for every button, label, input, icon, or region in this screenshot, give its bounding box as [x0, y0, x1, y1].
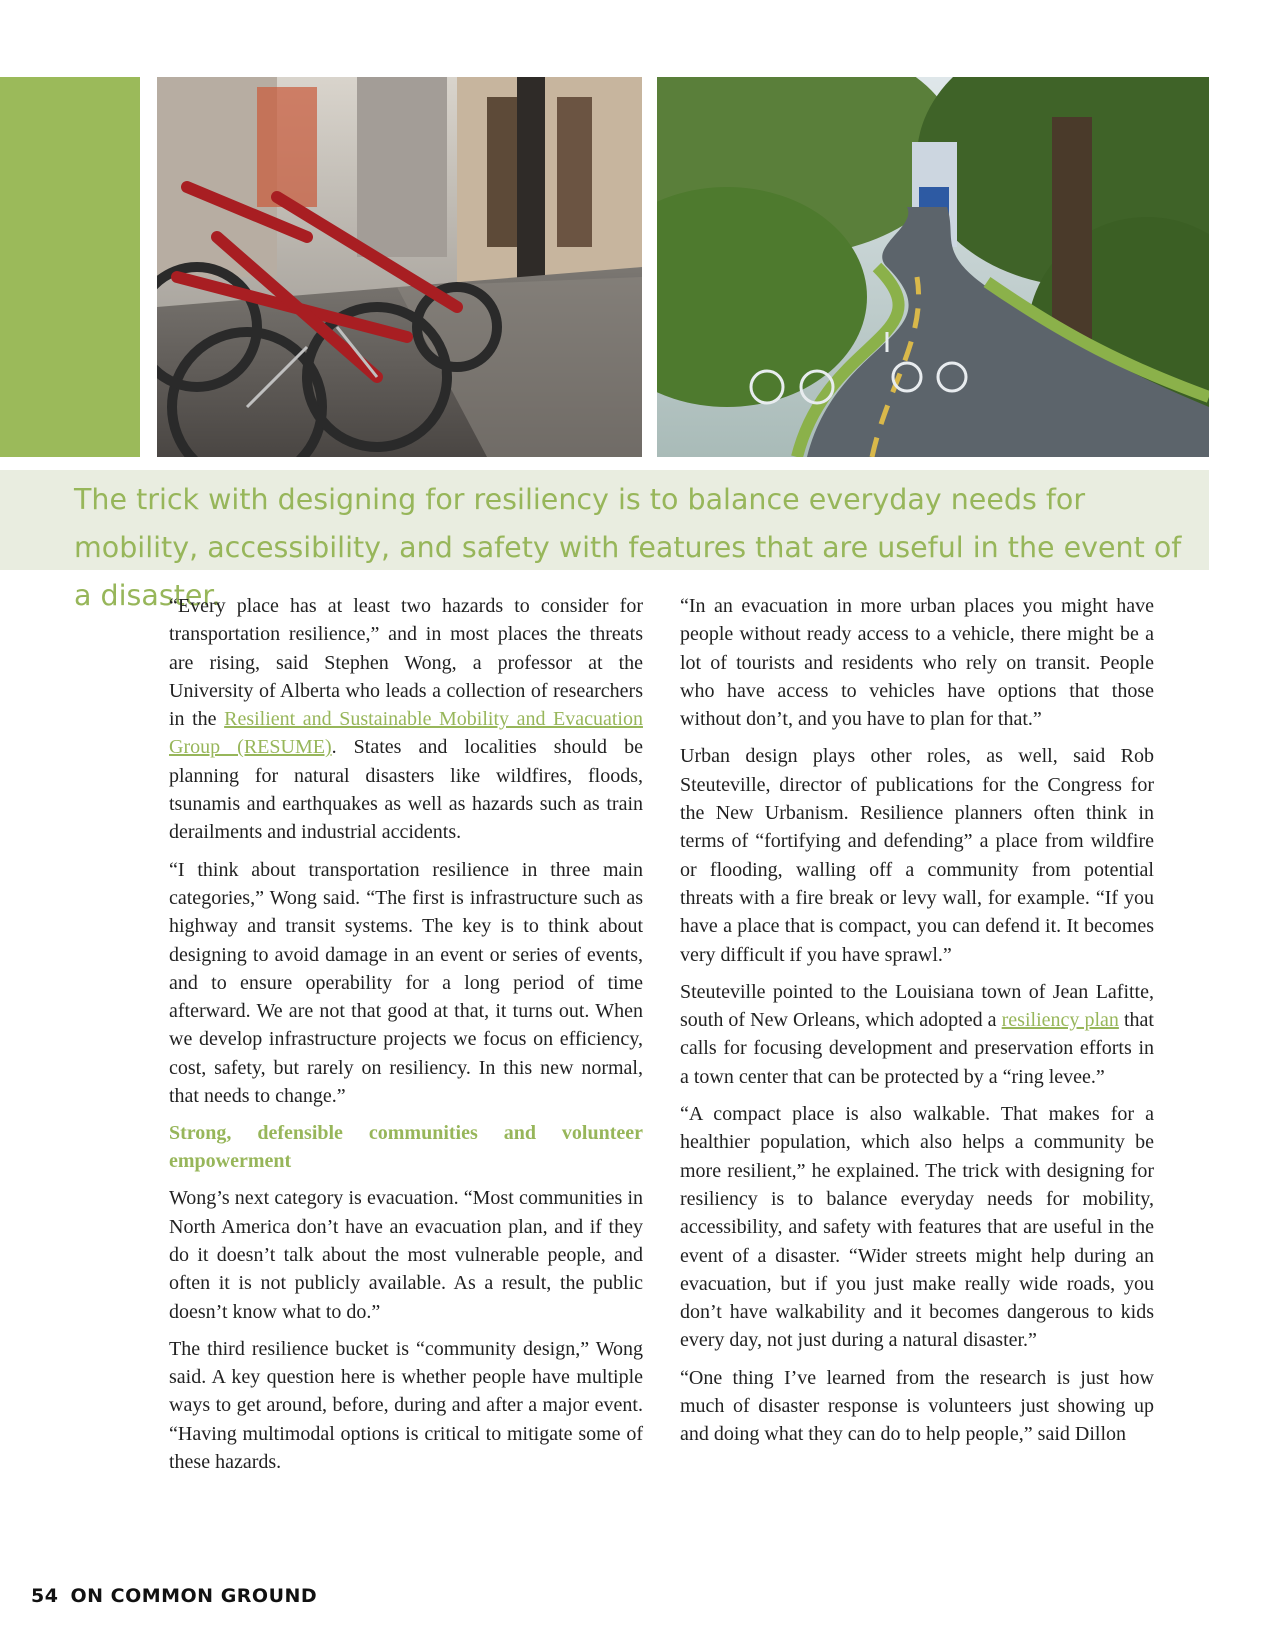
- page-number: 54: [31, 1585, 59, 1607]
- page-footer: [31, 1585, 317, 1607]
- paragraph: “Every place has at least two hazards to consider for transportation resilience,” and in most places the threats are rising, said Stephen Wong, a professor at the University of Alberta who leads a collection of researchers in the Resilient and Sustainable Mobility and Evacuation Group (RESUME). States and localities should be planning for natural disasters like wildfires, floods, tsunamis and earthquakes as well as hazards such as train derailments and industrial accidents.: [169, 595, 643, 844]
- paragraph: Urban design plays other roles, as well, said Rob Steuteville, director of publications for the Congress for the New Urbanism. Resilience planners often think in terms of “fortifying and defending” a place from wildfire or flooding, walling off a community from potential threats with a fire break or levy wall, for example. “If you have a place that is compact, you can defend it. It becomes very difficult if you have sprawl.”: [680, 745, 1154, 966]
- resiliency-plan-link[interactable]: resiliency plan: [1001, 1009, 1119, 1032]
- left-article-column: [169, 592, 643, 1485]
- bike-share-photo: [157, 77, 642, 457]
- paragraph: “One thing I’ve learned from the research is just how much of disaster response is volunteers just showing up and doing what they can do to help people,” said Dillon: [680, 1366, 1154, 1446]
- pull-quote-text: The trick with designing for resiliency is to balance everyday needs for mobility, accessibility, and safety with features that are useful in the event of a disaster.: [74, 483, 1182, 612]
- right-article-column: [680, 592, 1154, 1458]
- decorative-green-bar: [0, 77, 140, 457]
- paragraph: The third resilience bucket is “community design,” Wong said. A key question here is whether people have multiple ways to get around, before, during and after a major event. “Having multimodal options is critical to mitigate some of these hazards.: [169, 1337, 643, 1474]
- paragraph: “A compact place is also walkable. That makes for a healthier population, which also helps a community be more resilient,” he explained. The trick with designing for resiliency is to balance everyday needs for mobility, accessibility, and safety with features that are useful in the event of a disaster. “Wider streets might help during an evacuation, but if you just make really wide roads, you don’t have walkability and it becomes dangerous to kids every day, not just during a natural disaster.”: [680, 1103, 1154, 1352]
- paragraph: Wong’s next category is evacuation. “Most communities in North America don’t have an evacuation plan, and if they do it doesn’t talk about the most vulnerable people, and often it is not publicly available. As a result, the public doesn’t know what to do.”: [169, 1187, 643, 1323]
- resume-group-link[interactable]: Resilient and Sustainable Mobility and Evacuation Group (RESUME): [169, 708, 643, 759]
- paragraph: “I think about transportation resilience in three main categories,” Wong said. “The first is infrastructure such as highway and transit systems. The key is to think about designing to avoid damage in an event or series of events, and to ensure operability for a long period of time afterward. We are not that good at that, it turns out. When we develop infrastructure projects we focus on efficiency, cost, safety, but rarely on resiliency. In this new normal, that needs to change.”: [169, 858, 643, 1108]
- pull-quote-box: [0, 470, 1209, 612]
- publication-name: ON COMMON GROUND: [70, 1585, 318, 1607]
- paragraph: “In an evacuation in more urban places you might have people without ready access to a vehicle, there might be a lot of tourists and residents who rely on transit. People who have access to vehicles have options that those without don’t, and you have to plan for that.”: [680, 595, 1154, 731]
- section-heading: Strong, defensible communities and volunteer empowerment: [169, 1122, 643, 1173]
- bike-path-photo: [657, 77, 1209, 457]
- paragraph: Steuteville pointed to the Louisiana town of Jean Lafitte, south of New Orleans, which adopted a resiliency plan that calls for focusing development and preservation efforts in a town center that can be protected by a “ring levee.”: [680, 980, 1154, 1088]
